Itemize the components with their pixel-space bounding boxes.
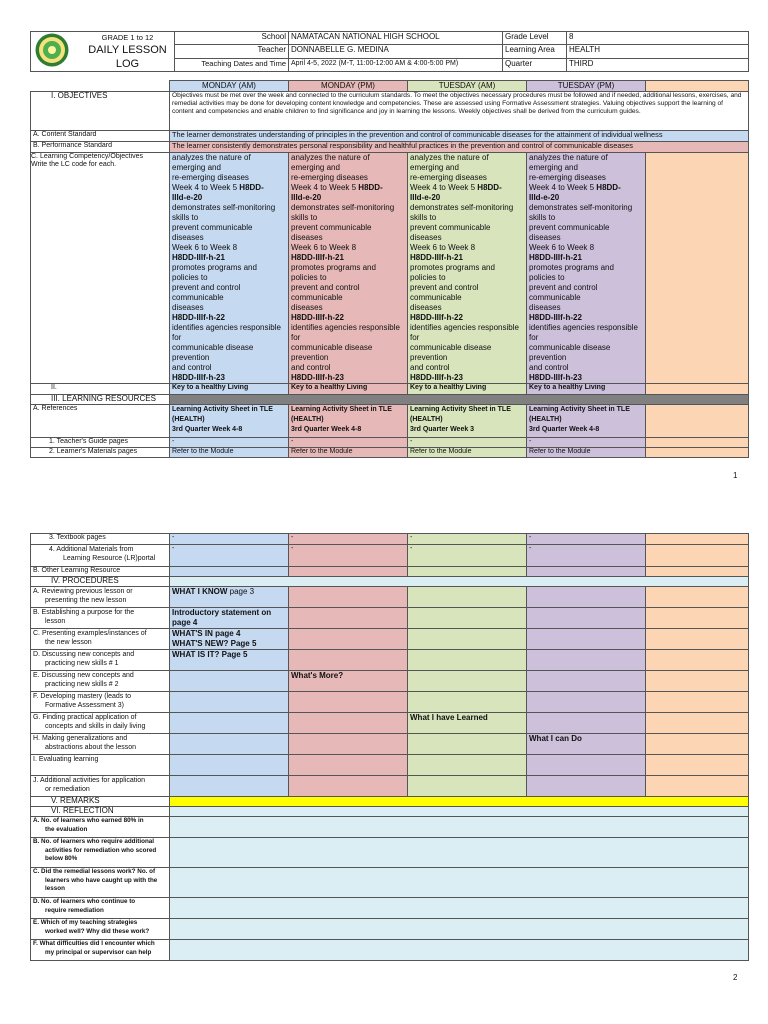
- reference-line: (HEALTH): [172, 415, 205, 423]
- competency-line: emerging and: [291, 162, 340, 172]
- day-tuesday-pm: TUESDAY (PM): [527, 81, 646, 92]
- competency-line: prevention: [529, 352, 567, 362]
- competency-line: communicable disease: [529, 342, 611, 352]
- competency-line: skills to: [410, 212, 437, 222]
- reference-line: (HEALTH): [291, 415, 324, 423]
- day-monday-am: MONDAY (AM): [170, 81, 289, 92]
- content-tuesday-pm: Key to a healthy Living: [527, 383, 646, 394]
- reference-line: Learning Activity Sheet in TLE: [529, 405, 630, 413]
- content-standard-text: The learner demonstrates understanding of principles in the prevention and control of communicable diseases for the attainment of individual wellness: [170, 130, 749, 141]
- teacher-label: Teacher: [175, 45, 289, 58]
- additional-materials-value: -: [170, 545, 289, 567]
- competency-line: prevent and control: [172, 282, 241, 292]
- teachers-guide-value: -: [289, 437, 408, 447]
- competency-line: for: [172, 332, 182, 342]
- objectives-text: Objectives must be met over the week and connected to the curriculum standards. To meet the objectives necessary procedures must be followed and if needed, additional lessons, exercises, and remedial activities may be done for developing content knowledge and competencies. These are assessed using Formative Assessment strategies. Valuing objectives support the learning of content and competencies and enable children to find significance and joy in learning the lessons. Weekly objectives shall be derived from the curriculum guides.: [170, 91, 749, 130]
- competency-line: IIId-e-20: [410, 192, 441, 202]
- reference-line: Learning Activity Sheet in TLE: [410, 405, 511, 413]
- competency-line: diseases: [291, 232, 323, 242]
- reflection-label: B. No. of learners who require additional activities for remediation who scored below 80%: [31, 838, 170, 868]
- competency-line: prevent communicable: [291, 222, 372, 232]
- procedure-label: F. Developing mastery (leads to Formative Assessment 3): [31, 692, 170, 713]
- reflection-label: C. Did the remedial lessons work? No. of learners who have caught up with the lesson: [31, 868, 170, 898]
- competency-line: H8DD-IIIf-h-23: [410, 372, 463, 382]
- competency-line: and control: [410, 362, 450, 372]
- procedure-activity: WHAT I KNOW page 3: [170, 587, 289, 608]
- competency-line: prevention: [172, 352, 210, 362]
- competency-sublabel: Write the LC code for each.: [31, 161, 117, 168]
- competency-line: demonstrates self-monitoring: [172, 202, 276, 212]
- competency-line: communicable: [172, 292, 224, 302]
- competency-tuesday-pm: [527, 152, 646, 383]
- reflection-row: [31, 898, 749, 919]
- competency-label: C. Learning Competency/Objectives: [31, 152, 144, 160]
- reflection-label: D. No. of learners who continue to require remediation: [31, 898, 170, 919]
- reflection-row: [31, 868, 749, 898]
- reference-line: 3rd Quarter Week 4-8: [529, 425, 600, 433]
- competency-line: Week 4 to Week 5 H8DD-: [529, 182, 621, 192]
- quarter-label: Quarter: [503, 58, 567, 71]
- procedure-label: A. Reviewing previous lesson or presenting the new lesson: [31, 587, 170, 608]
- competency-line: and control: [172, 362, 212, 372]
- procedure-label: J. Additional activities for application or remediation: [31, 776, 170, 797]
- reference-line: 3rd Quarter Week 4-8: [172, 425, 243, 433]
- textbook-value: -: [289, 534, 408, 545]
- competency-line: diseases: [529, 302, 561, 312]
- competency-line: Week 6 to Week 8: [410, 242, 476, 252]
- grade-level-label: Grade Level: [503, 32, 567, 45]
- competency-line: skills to: [529, 212, 556, 222]
- competency-line: skills to: [291, 212, 318, 222]
- learning-area-value: HEALTH: [567, 45, 749, 58]
- competency-line: communicable disease: [172, 342, 254, 352]
- content-monday-pm: Key to a healthy Living: [289, 383, 408, 394]
- competency-line: Week 4 to Week 5 H8DD-: [410, 182, 502, 192]
- reflection-label: VI. REFLECTION: [31, 807, 170, 817]
- competency-line: diseases: [529, 232, 561, 242]
- procedure-activity: WHAT'S IN page 4 WHAT'S NEW? Page 5: [170, 629, 289, 650]
- competency-line: prevention: [410, 352, 448, 362]
- learners-materials-label: 2. Learner's Materials pages: [31, 447, 170, 457]
- reflection-row: [31, 838, 749, 868]
- remarks-label: V. REMARKS: [31, 797, 170, 807]
- competency-line: Week 6 to Week 8: [529, 242, 595, 252]
- additional-materials-sublabel: Learning Resource (LR)portal: [63, 555, 156, 562]
- procedure-label: G. Finding practical application of concepts and skills in daily living: [31, 713, 170, 734]
- competency-line: for: [529, 332, 539, 342]
- competency-line: identifies agencies responsible: [291, 322, 400, 332]
- procedure-label: H. Making generalizations and abstractions about the lesson: [31, 734, 170, 755]
- reflection-row: [31, 919, 749, 940]
- competency-line: H8DD-IIIf-h-22: [529, 312, 582, 322]
- competency-line: H8DD-IIIf-h-22: [172, 312, 225, 322]
- day-header-row: [31, 81, 749, 92]
- procedure-row: [31, 608, 749, 629]
- textbook-label: 3. Textbook pages: [31, 534, 170, 545]
- competency-line: re-emerging diseases: [529, 172, 606, 182]
- competency-monday-pm: [289, 152, 408, 383]
- performance-standard-label: B. Performance Standard: [31, 141, 170, 152]
- reference-line: (HEALTH): [410, 415, 443, 423]
- procedure-activity: What I have Learned: [408, 713, 527, 734]
- lesson-log-page1: [30, 80, 749, 458]
- competency-line: H8DD-IIIf-h-22: [291, 312, 344, 322]
- competency-line: analyzes the nature of: [172, 152, 251, 162]
- competency-line: promotes programs and: [410, 262, 495, 272]
- competency-line: emerging and: [172, 162, 221, 172]
- procedure-label: E. Discussing new concepts and practicing new skills # 2: [31, 671, 170, 692]
- procedure-row: [31, 776, 749, 797]
- competency-line: communicable: [291, 292, 343, 302]
- reflection-answer[interactable]: [170, 919, 749, 940]
- competency-line: H8DD-IIIf-h-21: [172, 252, 225, 262]
- competency-line: emerging and: [410, 162, 459, 172]
- competency-line: H8DD-IIIf-h-21: [291, 252, 344, 262]
- competency-line: demonstrates self-monitoring: [291, 202, 395, 212]
- teachers-guide-value: -: [527, 437, 646, 447]
- additional-materials-label: 4. Additional Materials from: [49, 546, 134, 553]
- teachers-guide-value: -: [408, 437, 527, 447]
- procedure-activity: Introductory statement on page 4: [170, 608, 289, 629]
- objectives-label: I. OBJECTIVES: [31, 91, 170, 130]
- competency-line: identifies agencies responsible: [529, 322, 638, 332]
- procedure-label: I. Evaluating learning: [31, 755, 170, 776]
- competency-line: diseases: [410, 232, 442, 242]
- reflection-row: [31, 817, 749, 838]
- competency-line: prevention: [291, 352, 329, 362]
- competency-line: emerging and: [529, 162, 578, 172]
- competency-line: H8DD-IIIf-h-21: [529, 252, 582, 262]
- competency-line: demonstrates self-monitoring: [410, 202, 514, 212]
- procedure-row: [31, 692, 749, 713]
- competency-line: prevent communicable: [529, 222, 610, 232]
- learners-materials-value: Refer to the Module: [289, 447, 408, 457]
- procedure-label: D. Discussing new concepts and practicing new skills # 1: [31, 650, 170, 671]
- competency-line: demonstrates self-monitoring: [529, 202, 633, 212]
- competency-line: diseases: [410, 302, 442, 312]
- school-label: School: [175, 32, 289, 45]
- learners-materials-value: Refer to the Module: [527, 447, 646, 457]
- quarter-value: THIRD: [567, 58, 749, 71]
- procedure-label: C. Presenting examples/instances of the new lesson: [31, 629, 170, 650]
- competency-line: prevent and control: [291, 282, 360, 292]
- competency-line: promotes programs and: [172, 262, 257, 272]
- competency-line: H8DD-IIIf-h-23: [291, 372, 344, 382]
- competency-line: analyzes the nature of: [291, 152, 370, 162]
- procedure-row: [31, 734, 749, 755]
- learning-area-label: Learning Area: [503, 45, 567, 58]
- learning-resources-label: III. LEARNING RESOURCES: [31, 394, 170, 404]
- procedure-row: [31, 629, 749, 650]
- competency-monday-am: [170, 152, 289, 383]
- competency-line: promotes programs and: [291, 262, 376, 272]
- competency-line: and control: [291, 362, 331, 372]
- competency-line: H8DD-IIIf-h-23: [172, 372, 225, 382]
- teacher-value: DONNABELLE G. MEDINA: [289, 45, 503, 58]
- document-title: DAILY LESSON LOG: [88, 44, 167, 70]
- competency-line: IIId-e-20: [172, 192, 203, 202]
- competency-line: diseases: [172, 232, 204, 242]
- procedure-row: [31, 713, 749, 734]
- teachers-guide-value: -: [170, 437, 289, 447]
- competency-line: re-emerging diseases: [172, 172, 249, 182]
- teachers-guide-label: 1. Teacher's Guide pages: [31, 437, 170, 447]
- procedure-activity: WHAT IS IT? Page 5: [170, 650, 289, 671]
- competency-line: Week 4 to Week 5 H8DD-: [291, 182, 383, 192]
- additional-materials-value: -: [527, 545, 646, 567]
- competency-line: for: [291, 332, 301, 342]
- competency-line: IIId-e-20: [529, 192, 560, 202]
- reference-line: 3rd Quarter Week 3: [410, 425, 475, 433]
- competency-line: diseases: [172, 302, 204, 312]
- competency-line: skills to: [172, 212, 199, 222]
- competency-line: analyzes the nature of: [529, 152, 608, 162]
- competency-line: H8DD-IIIf-h-21: [410, 252, 463, 262]
- competency-line: re-emerging diseases: [410, 172, 487, 182]
- competency-line: prevent and control: [529, 282, 598, 292]
- competency-line: prevent communicable: [410, 222, 491, 232]
- reflection-row: [31, 940, 749, 961]
- reflection-answer[interactable]: [170, 868, 749, 898]
- performance-standard-text: The learner consistently demonstrates personal responsibility and healthful practices in the prevention and control of communicable diseases: [170, 141, 749, 152]
- page-number: 2: [733, 973, 738, 982]
- additional-materials-value: -: [289, 545, 408, 567]
- additional-materials-value: -: [408, 545, 527, 567]
- procedures-label: IV. PROCEDURES: [31, 577, 170, 587]
- reference-line: (HEALTH): [529, 415, 562, 423]
- competency-line: Week 4 to Week 5 H8DD-: [172, 182, 264, 192]
- competency-line: H8DD-IIIf-h-22: [410, 312, 463, 322]
- procedure-label: B. Establishing a purpose for the lesson: [31, 608, 170, 629]
- content-monday-am: Key to a healthy Living: [170, 383, 289, 394]
- page-number: 1: [733, 471, 738, 480]
- reflection-label: F. What difficulties did I encounter which my principal or supervisor can help: [31, 940, 170, 961]
- references-label: A. References: [31, 404, 170, 437]
- reflection-answer[interactable]: [170, 898, 749, 919]
- content-tuesday-am: Key to a healthy Living: [408, 383, 527, 394]
- competency-line: for: [410, 332, 420, 342]
- reflection-answer[interactable]: [170, 940, 749, 961]
- procedure-activity: What I can Do: [527, 734, 646, 755]
- other-resource-label: B. Other Learning Resource: [31, 567, 170, 577]
- competency-line: communicable disease: [291, 342, 373, 352]
- competency-line: communicable disease: [410, 342, 492, 352]
- competency-line: IIId-e-20: [291, 192, 322, 202]
- competency-line: identifies agencies responsible: [172, 322, 281, 332]
- reflection-label: A. No. of learners who earned 80% in the evaluation: [31, 817, 170, 838]
- competency-line: identifies agencies responsible: [410, 322, 519, 332]
- competency-line: communicable: [529, 292, 581, 302]
- competency-line: communicable: [410, 292, 462, 302]
- procedure-row: [31, 755, 749, 776]
- reference-line: 3rd Quarter Week 4-8: [291, 425, 362, 433]
- grade-span: GRADE 1 to 12: [101, 33, 154, 42]
- reflection-answer[interactable]: [170, 817, 749, 838]
- competency-line: policies to: [529, 272, 565, 282]
- dates-label: Teaching Dates and Time: [175, 58, 289, 71]
- reference-line: Learning Activity Sheet in TLE: [172, 405, 273, 413]
- textbook-value: -: [170, 534, 289, 545]
- textbook-value: -: [408, 534, 527, 545]
- day-tuesday-am: TUESDAY (AM): [408, 81, 527, 92]
- procedure-row: [31, 671, 749, 692]
- competency-line: prevent and control: [410, 282, 479, 292]
- competency-line: Week 6 to Week 8: [172, 242, 238, 252]
- procedure-activity: What's More?: [289, 671, 408, 692]
- grade-level-value: 8: [567, 32, 749, 45]
- competency-line: promotes programs and: [529, 262, 614, 272]
- competency-line: H8DD-IIIf-h-23: [529, 372, 582, 382]
- competency-tuesday-am: [408, 152, 527, 383]
- header-table: [30, 31, 749, 72]
- competency-line: policies to: [410, 272, 446, 282]
- content-label: II.: [31, 383, 170, 394]
- competency-line: prevent communicable: [172, 222, 253, 232]
- competency-line: re-emerging diseases: [291, 172, 368, 182]
- reflection-label: E. Which of my teaching strategies worked well? Why did these work?: [31, 919, 170, 940]
- procedure-row: [31, 587, 749, 608]
- content-standard-label: A. Content Standard: [31, 130, 170, 141]
- learners-materials-value: Refer to the Module: [408, 447, 527, 457]
- competency-line: diseases: [291, 302, 323, 312]
- dates-value: April 4-5, 2022 (M-T, 11:00-12:00 AM & 4:00-5:00 PM): [289, 58, 503, 71]
- learners-materials-value: Refer to the Module: [170, 447, 289, 457]
- competency-line: and control: [529, 362, 569, 372]
- textbook-value: -: [527, 534, 646, 545]
- procedure-row: [31, 650, 749, 671]
- reference-line: Learning Activity Sheet in TLE: [291, 405, 392, 413]
- day-monday-pm: MONDAY (PM): [289, 81, 408, 92]
- competency-line: Week 6 to Week 8: [291, 242, 357, 252]
- competency-line: policies to: [172, 272, 208, 282]
- reflection-answer[interactable]: [170, 838, 749, 868]
- lesson-log-page2: [30, 533, 749, 961]
- competency-line: analyzes the nature of: [410, 152, 489, 162]
- competency-line: policies to: [291, 272, 327, 282]
- school-value: NAMATACAN NATIONAL HIGH SCHOOL: [289, 32, 503, 45]
